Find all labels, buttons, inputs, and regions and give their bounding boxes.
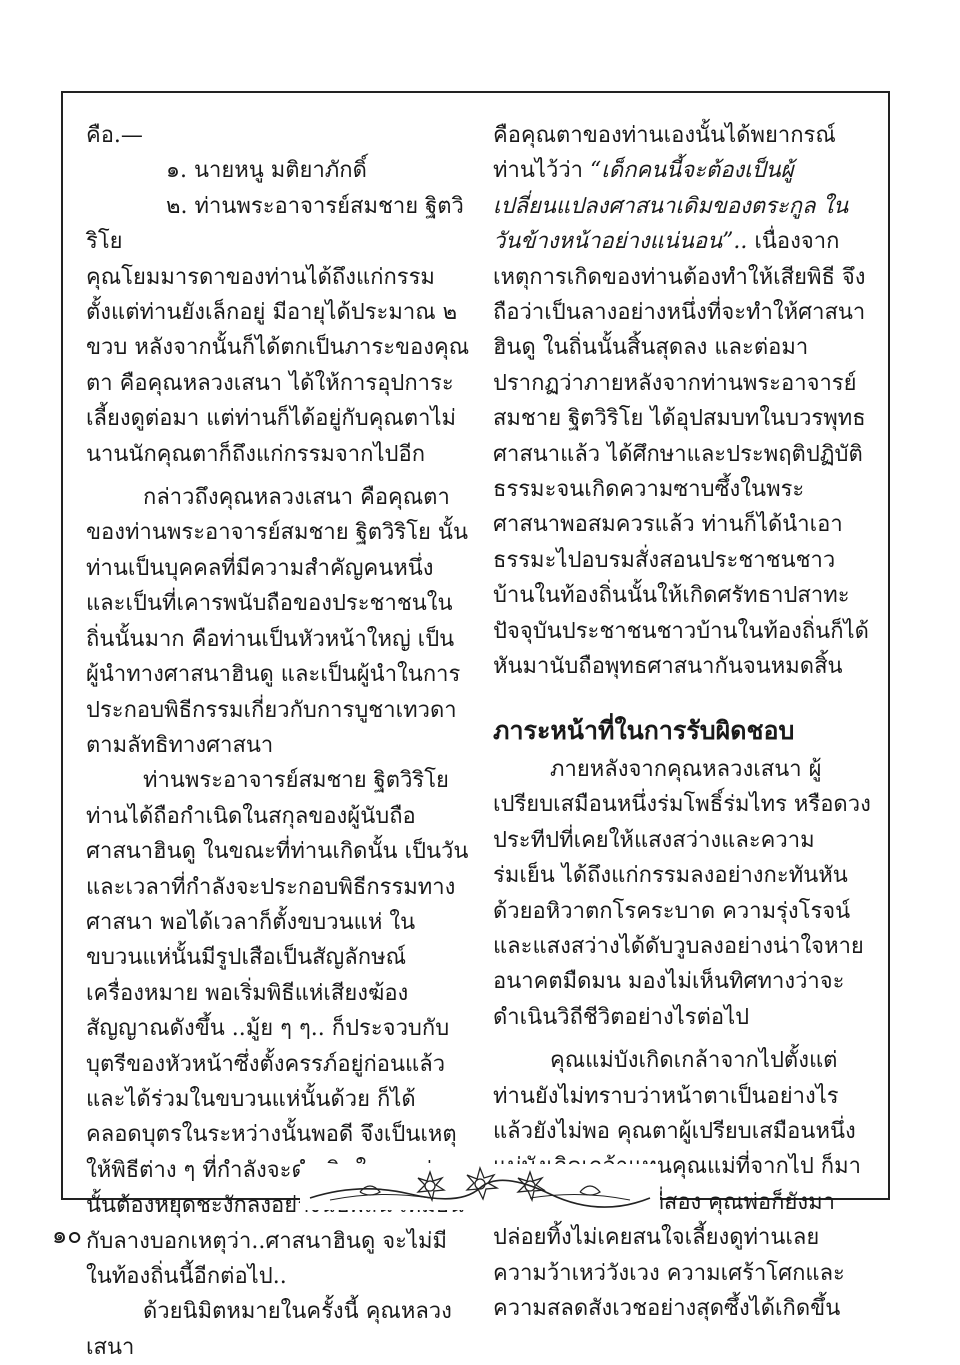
prophecy-quote: “เด็กคนนี้จะต้องเป็นผู้เปลี่ยนแปลงศาสนาเดิมของตระกูล ในวันข้างหน้าอย่างแน่นอน”.. bbox=[493, 158, 849, 255]
paragraph: ภายหลังจากคุณหลวงเสนา ผู้เปรียบเสมือนหนึ่งร่มโพธิ์ร่มไทร หรือดวงประทีปที่เคยให้แสงสว่างและความร่มเย็น ได้ถึงแก่กรรมลงอย่างกะทันหันด้วยอหิวาตกโรคระบาด ความรุ่งโรจน์และแสงสว่างได้ดับวูบลงอย่างน่าใจหาย อนาคตมืดมน มองไม่เห็นทิศทางว่าจะดำเนินวิถีชีวิตอย่างไรต่อไป bbox=[493, 756, 871, 1030]
page-number: ๑๐ bbox=[52, 1221, 82, 1249]
paragraph: ท่านพระอาจารย์สมชาย ฐิตวิริโย ท่านได้ถือกำเนิดในสกุลของผู้นับถือศาสนาฮินดู ในขณะที่ท่านเกิดนั้น เป็นวันและเวลาที่กำลังจะประกอบพิธีกรรมทางศาสนา พอได้เวลาก็ตั้งขบวนแห่ ในขบวนแห่นั้นมีรูปเสือเป็นสัญลักษณ์เครื่องหมาย พอเริ่มพิธีแห่เสียงฆ้องสัญญาณดังขึ้น ..มู้ย ๆ ๆ.. ก็ประจวบกับบุตรีของหัวหน้าซึ่งตั้งครรภ์อยู่ก่อนแล้ว และได้ร่วมในขบวนแห่นั้นด้วย ก็ได้คลอดบุตรในระหว่างนั้นพอดี จึงเป็นเหตุให้พิธีต่าง ๆ ที่กำลังจะดำเนินในระหว่างนั้นต้องหยุดชะงักลงอย่างฉับพลัน เหมือนกับลางบอกเหตุว่า..ศาสนาฮินดู จะไม่มีในท้องถิ่นนี้อีกต่อไป.. bbox=[86, 768, 469, 1289]
list-item-2: ๒. ท่านพระอาจารย์สมชาย ฐิตวิริโย bbox=[86, 193, 464, 255]
section-heading: ภาระหน้าที่ในการรับผิดชอบ bbox=[493, 715, 795, 745]
intro-line: คือ.— bbox=[86, 123, 143, 148]
paragraph-text: คือคุณตาของท่านเองนั้นได้พยากรณ์ท่านไว้ว่า bbox=[493, 123, 836, 184]
paragraph: คุณแม่บังเกิดเกล้าจากไปตั้งแต่ท่านยังไม่ทราบว่าหน้าตาเป็นอย่างไรแล้วยังไม่พอ คุณตาผู้เปรียบเสมือนหนึ่งแม่บังเกิดเกล้าแทนคุณแม่ที่จากไป ก็มาจากไปอีกเป็นคนที่สอง คุณพ่อก็ยังมาปล่อยทิ้งไม่เคยสนใจเลี้ยงดูท่านเลย ความว้าเหว่วังเวง ความเศร้าโศกและความสลดสังเวชอย่างสุดซึ้งได้เกิดขึ้น bbox=[493, 1048, 861, 1321]
paragraph: คุณโยมมารดาของท่านได้ถึงแก่กรรม ตั้งแต่ท่านยังเล็กอยู่ มีอายุได้ประมาณ ๒ ขวบ หลังจากนั้นก็ได้ตกเป็นภาระของคุณตา คือคุณหลวงเสนา ได้ให้การอุปการะเลี้ยงดูต่อมา แต่ท่านก็ได้อยู่กับคุณตาไม่นานนักคุณตาก็ถึงแก่กรรมจากไปอีก bbox=[86, 264, 470, 467]
paragraph-text: เนื่องจากเหตุการเกิดของท่านต้องทำให้เสียพิธี จึงถือว่าเป็นลางอย่างหนึ่งที่จะทำให้ศาสนาฮินดู ในถิ่นนั้นสิ้นสุดลง และต่อมาปรากฏว่าภายหลังจากท่านพระอาจารย์สมชาย ฐิตวิริโย ได้อุปสมบทในบวรพุทธศาสนาแล้ว ได้ศึกษาและประพฤติปฏิบัติธรรมะจนเกิดความซาบซึ้งในพระศาสนาพอสมควรแล้ว ท่านก็ได้นำเอาธรรมะไปอบรมสั่งสอนประชาชนชาวบ้านในท้องถิ่นนั้นให้เกิดศรัทธาปสาทะ ปัจจุบันประชาชนชาวบ้านในท้องถิ่นก็ได้หันมานับถือพุทธศาสนากันจนหมดสิ้น bbox=[493, 229, 869, 680]
right-column bbox=[493, 118, 871, 1326]
paragraph bbox=[493, 118, 871, 685]
paragraph: กล่าวถึงคุณหลวงเสนา คือคุณตาของท่านพระอาจารย์สมชาย ฐิตวิริโย นั้น ท่านเป็นบุคคลที่มีความสำคัญคนหนึ่ง และเป็นที่เคารพนับถือของประชาชนในถิ่นนั้นมาก คือท่านเป็นหัวหน้าใหญ่ เป็นผู้นำทางศาสนาฮินดู และเป็นผู้นำในการประกอบพิธีกรรมเกี่ยวกับการบูชาเทวดาตามลัทธิทางศาสนา bbox=[86, 485, 469, 758]
paragraph: ด้วยนิมิตหมายในครั้งนี้ คุณหลวงเสนา bbox=[86, 1299, 452, 1360]
floral-ornament bbox=[300, 1164, 660, 1210]
list-item-1: ๑. นายหนู มติยาภักดิ์ bbox=[166, 158, 367, 184]
